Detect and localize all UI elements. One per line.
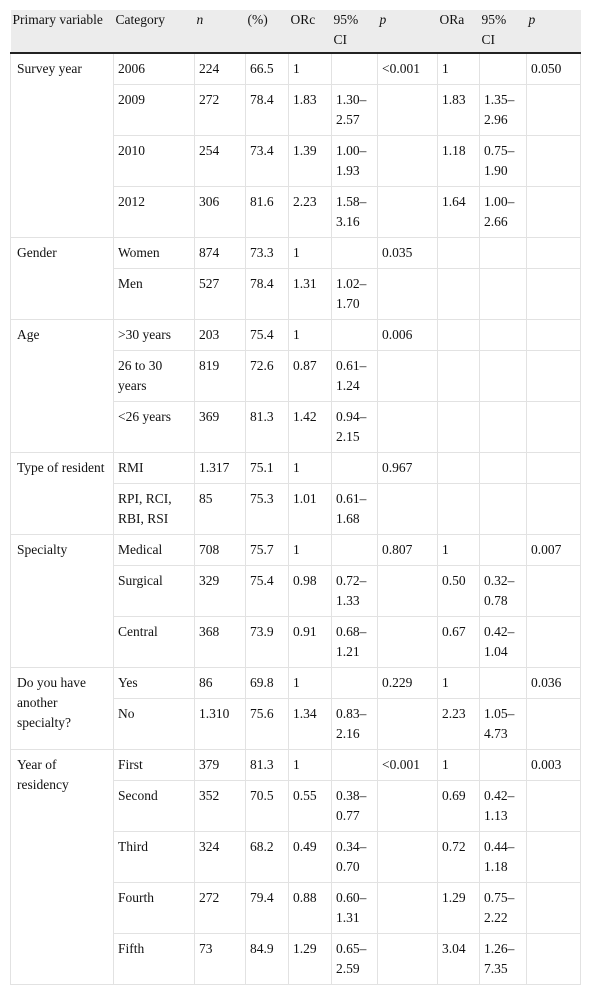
- table-cell: 0.035: [378, 238, 438, 269]
- table-cell: 68.2: [246, 832, 289, 883]
- table-cell: [378, 402, 438, 453]
- table-row: [11, 535, 581, 566]
- table-cell: [438, 453, 480, 484]
- table-cell: 0.34–0.70: [332, 832, 378, 883]
- table-cell: 1.01: [289, 484, 332, 535]
- table-cell: 3.04: [438, 934, 480, 985]
- primary-variable-cell: Do you have another specialty?: [11, 668, 114, 750]
- column-header: p: [527, 10, 581, 53]
- table-cell: 708: [195, 535, 246, 566]
- table-cell: 0.98: [289, 566, 332, 617]
- category-cell: RMI: [114, 453, 195, 484]
- table-cell: [527, 136, 581, 187]
- table-cell: 324: [195, 832, 246, 883]
- table-cell: 0.007: [527, 535, 581, 566]
- table-cell: 0.036: [527, 668, 581, 699]
- category-cell: 2010: [114, 136, 195, 187]
- table-cell: [378, 883, 438, 934]
- table-cell: 0.83–2.16: [332, 699, 378, 750]
- table-cell: 1: [289, 453, 332, 484]
- table-cell: <0.001: [378, 53, 438, 85]
- table-row: [11, 53, 581, 85]
- table-cell: [527, 934, 581, 985]
- table-cell: 1.35–2.96: [480, 85, 527, 136]
- table-cell: 1.317: [195, 453, 246, 484]
- table-cell: 224: [195, 53, 246, 85]
- table-cell: [332, 535, 378, 566]
- column-header: 95% CI: [480, 10, 527, 53]
- table-cell: [527, 453, 581, 484]
- table-cell: 0.68–1.21: [332, 617, 378, 668]
- table-header: [11, 10, 581, 53]
- table-cell: 73: [195, 934, 246, 985]
- table-cell: 369: [195, 402, 246, 453]
- table-cell: 1.00–1.93: [332, 136, 378, 187]
- table-cell: [480, 484, 527, 535]
- table-cell: 0.94–2.15: [332, 402, 378, 453]
- table-cell: 0.50: [438, 566, 480, 617]
- category-cell: 2012: [114, 187, 195, 238]
- table-cell: [438, 402, 480, 453]
- table-cell: [378, 484, 438, 535]
- table-cell: [332, 453, 378, 484]
- table-cell: [438, 484, 480, 535]
- table-cell: 1.02–1.70: [332, 269, 378, 320]
- table-cell: 73.3: [246, 238, 289, 269]
- table-cell: 75.4: [246, 320, 289, 351]
- table-cell: 1.30–2.57: [332, 85, 378, 136]
- table-cell: [378, 136, 438, 187]
- column-header: (%): [246, 10, 289, 53]
- table-row: [11, 320, 581, 351]
- table-cell: 0.229: [378, 668, 438, 699]
- table-cell: [378, 832, 438, 883]
- table-cell: 1.34: [289, 699, 332, 750]
- table-cell: [378, 699, 438, 750]
- column-header: Category: [114, 10, 195, 53]
- category-cell: No: [114, 699, 195, 750]
- results-table: [10, 10, 581, 985]
- table-cell: 0.050: [527, 53, 581, 85]
- table-cell: 2.23: [438, 699, 480, 750]
- primary-variable-cell: Specialty: [11, 535, 114, 668]
- table-cell: 1.83: [438, 85, 480, 136]
- table-cell: [378, 187, 438, 238]
- table-cell: 78.4: [246, 269, 289, 320]
- table-cell: 1: [289, 238, 332, 269]
- table-cell: 1: [289, 320, 332, 351]
- table-cell: 75.7: [246, 535, 289, 566]
- table-row: [11, 750, 581, 781]
- category-cell: First: [114, 750, 195, 781]
- table-cell: [438, 351, 480, 402]
- table-cell: [438, 320, 480, 351]
- column-header: 95% CI: [332, 10, 378, 53]
- table-cell: 1: [289, 668, 332, 699]
- table-cell: [527, 617, 581, 668]
- table-cell: [378, 617, 438, 668]
- primary-variable-cell: Survey year: [11, 53, 114, 238]
- table-cell: 0.006: [378, 320, 438, 351]
- table-cell: 75.6: [246, 699, 289, 750]
- table-cell: 0.49: [289, 832, 332, 883]
- table-cell: 1.42: [289, 402, 332, 453]
- table-cell: 1: [438, 535, 480, 566]
- table-cell: 81.6: [246, 187, 289, 238]
- category-cell: >30 years: [114, 320, 195, 351]
- table-cell: 73.4: [246, 136, 289, 187]
- table-cell: [378, 269, 438, 320]
- table-cell: 0.61–1.24: [332, 351, 378, 402]
- table-cell: 0.807: [378, 535, 438, 566]
- table-cell: 1: [289, 535, 332, 566]
- table-cell: [527, 187, 581, 238]
- table-cell: [332, 750, 378, 781]
- table-cell: [527, 402, 581, 453]
- table-cell: [378, 934, 438, 985]
- column-header: p: [378, 10, 438, 53]
- table-cell: 79.4: [246, 883, 289, 934]
- table-cell: 0.87: [289, 351, 332, 402]
- table-cell: [527, 883, 581, 934]
- table-cell: 272: [195, 85, 246, 136]
- table-cell: [480, 453, 527, 484]
- category-cell: Central: [114, 617, 195, 668]
- table-cell: [332, 668, 378, 699]
- table-cell: [378, 566, 438, 617]
- table-cell: [527, 351, 581, 402]
- table-cell: 1: [289, 53, 332, 85]
- table-cell: [527, 320, 581, 351]
- table-cell: 352: [195, 781, 246, 832]
- table-cell: 0.69: [438, 781, 480, 832]
- column-header: ORc: [289, 10, 332, 53]
- table-cell: [480, 238, 527, 269]
- table-cell: 75.1: [246, 453, 289, 484]
- table-cell: 1.64: [438, 187, 480, 238]
- table-cell: [480, 402, 527, 453]
- table-cell: [480, 535, 527, 566]
- primary-variable-cell: Year of residency: [11, 750, 114, 985]
- category-cell: Medical: [114, 535, 195, 566]
- primary-variable-cell: Age: [11, 320, 114, 453]
- table-row: [11, 453, 581, 484]
- category-cell: Women: [114, 238, 195, 269]
- table-cell: 368: [195, 617, 246, 668]
- category-cell: RPI, RCI, RBI, RSI: [114, 484, 195, 535]
- table-cell: 1.31: [289, 269, 332, 320]
- table-cell: 1.00–2.66: [480, 187, 527, 238]
- table-cell: 75.3: [246, 484, 289, 535]
- table-cell: [480, 668, 527, 699]
- table-cell: [332, 320, 378, 351]
- table-cell: [527, 85, 581, 136]
- column-header: ORa: [438, 10, 480, 53]
- table-cell: 527: [195, 269, 246, 320]
- table-cell: [527, 699, 581, 750]
- table-cell: [378, 85, 438, 136]
- table-cell: 0.003: [527, 750, 581, 781]
- table-cell: 1.58–3.16: [332, 187, 378, 238]
- table-cell: 0.75–2.22: [480, 883, 527, 934]
- category-cell: Yes: [114, 668, 195, 699]
- table-row: [11, 238, 581, 269]
- table-cell: 1.29: [438, 883, 480, 934]
- table-cell: 819: [195, 351, 246, 402]
- table-container: [10, 10, 580, 985]
- table-cell: 1.83: [289, 85, 332, 136]
- table-cell: 1.310: [195, 699, 246, 750]
- table-cell: 1.29: [289, 934, 332, 985]
- table-cell: 329: [195, 566, 246, 617]
- table-cell: 0.75–1.90: [480, 136, 527, 187]
- table-cell: [527, 566, 581, 617]
- table-cell: 69.8: [246, 668, 289, 699]
- table-cell: [527, 269, 581, 320]
- table-cell: 0.55: [289, 781, 332, 832]
- primary-variable-cell: Gender: [11, 238, 114, 320]
- table-cell: [480, 750, 527, 781]
- table-cell: 78.4: [246, 85, 289, 136]
- table-cell: 203: [195, 320, 246, 351]
- table-cell: [527, 781, 581, 832]
- category-cell: Fourth: [114, 883, 195, 934]
- table-cell: 81.3: [246, 402, 289, 453]
- table-cell: [480, 320, 527, 351]
- table-cell: 0.32–0.78: [480, 566, 527, 617]
- table-cell: 75.4: [246, 566, 289, 617]
- table-cell: 0.65–2.59: [332, 934, 378, 985]
- table-cell: [480, 53, 527, 85]
- table-cell: [438, 269, 480, 320]
- table-cell: [527, 484, 581, 535]
- table-cell: [378, 351, 438, 402]
- category-cell: Fifth: [114, 934, 195, 985]
- header-row: [11, 10, 581, 53]
- table-cell: 0.967: [378, 453, 438, 484]
- table-cell: 874: [195, 238, 246, 269]
- table-cell: 72.6: [246, 351, 289, 402]
- table-cell: 0.88: [289, 883, 332, 934]
- table-cell: 1.39: [289, 136, 332, 187]
- table-cell: 0.67: [438, 617, 480, 668]
- table-cell: 306: [195, 187, 246, 238]
- column-header: n: [195, 10, 246, 53]
- category-cell: Men: [114, 269, 195, 320]
- table-cell: <0.001: [378, 750, 438, 781]
- category-cell: Second: [114, 781, 195, 832]
- table-cell: [480, 351, 527, 402]
- primary-variable-cell: Type of resident: [11, 453, 114, 535]
- table-cell: 70.5: [246, 781, 289, 832]
- table-cell: 1: [438, 53, 480, 85]
- table-cell: [378, 781, 438, 832]
- table-cell: [332, 53, 378, 85]
- category-cell: Surgical: [114, 566, 195, 617]
- table-cell: 73.9: [246, 617, 289, 668]
- table-cell: 1: [438, 668, 480, 699]
- table-cell: 1.05–4.73: [480, 699, 527, 750]
- table-cell: 1: [438, 750, 480, 781]
- table-cell: 0.42–1.04: [480, 617, 527, 668]
- category-cell: <26 years: [114, 402, 195, 453]
- table-cell: 0.91: [289, 617, 332, 668]
- category-cell: Third: [114, 832, 195, 883]
- table-cell: [527, 238, 581, 269]
- table-cell: [480, 269, 527, 320]
- table-cell: 0.61–1.68: [332, 484, 378, 535]
- table-cell: 86: [195, 668, 246, 699]
- table-cell: [527, 832, 581, 883]
- category-cell: 2006: [114, 53, 195, 85]
- table-cell: 1.26–7.35: [480, 934, 527, 985]
- table-cell: 0.60–1.31: [332, 883, 378, 934]
- table-cell: 1.18: [438, 136, 480, 187]
- column-header: Primary variable: [11, 10, 114, 53]
- table-cell: [438, 238, 480, 269]
- table-cell: 2.23: [289, 187, 332, 238]
- table-cell: 0.72: [438, 832, 480, 883]
- table-body: [11, 53, 581, 985]
- table-row: [11, 668, 581, 699]
- category-cell: 26 to 30 years: [114, 351, 195, 402]
- table-cell: 254: [195, 136, 246, 187]
- table-cell: 1: [289, 750, 332, 781]
- table-cell: 84.9: [246, 934, 289, 985]
- table-cell: 0.42–1.13: [480, 781, 527, 832]
- table-cell: 0.38–0.77: [332, 781, 378, 832]
- table-cell: 85: [195, 484, 246, 535]
- table-cell: 379: [195, 750, 246, 781]
- table-cell: 0.44–1.18: [480, 832, 527, 883]
- table-cell: 81.3: [246, 750, 289, 781]
- table-cell: 66.5: [246, 53, 289, 85]
- category-cell: 2009: [114, 85, 195, 136]
- table-cell: 272: [195, 883, 246, 934]
- table-cell: 0.72–1.33: [332, 566, 378, 617]
- table-cell: [332, 238, 378, 269]
